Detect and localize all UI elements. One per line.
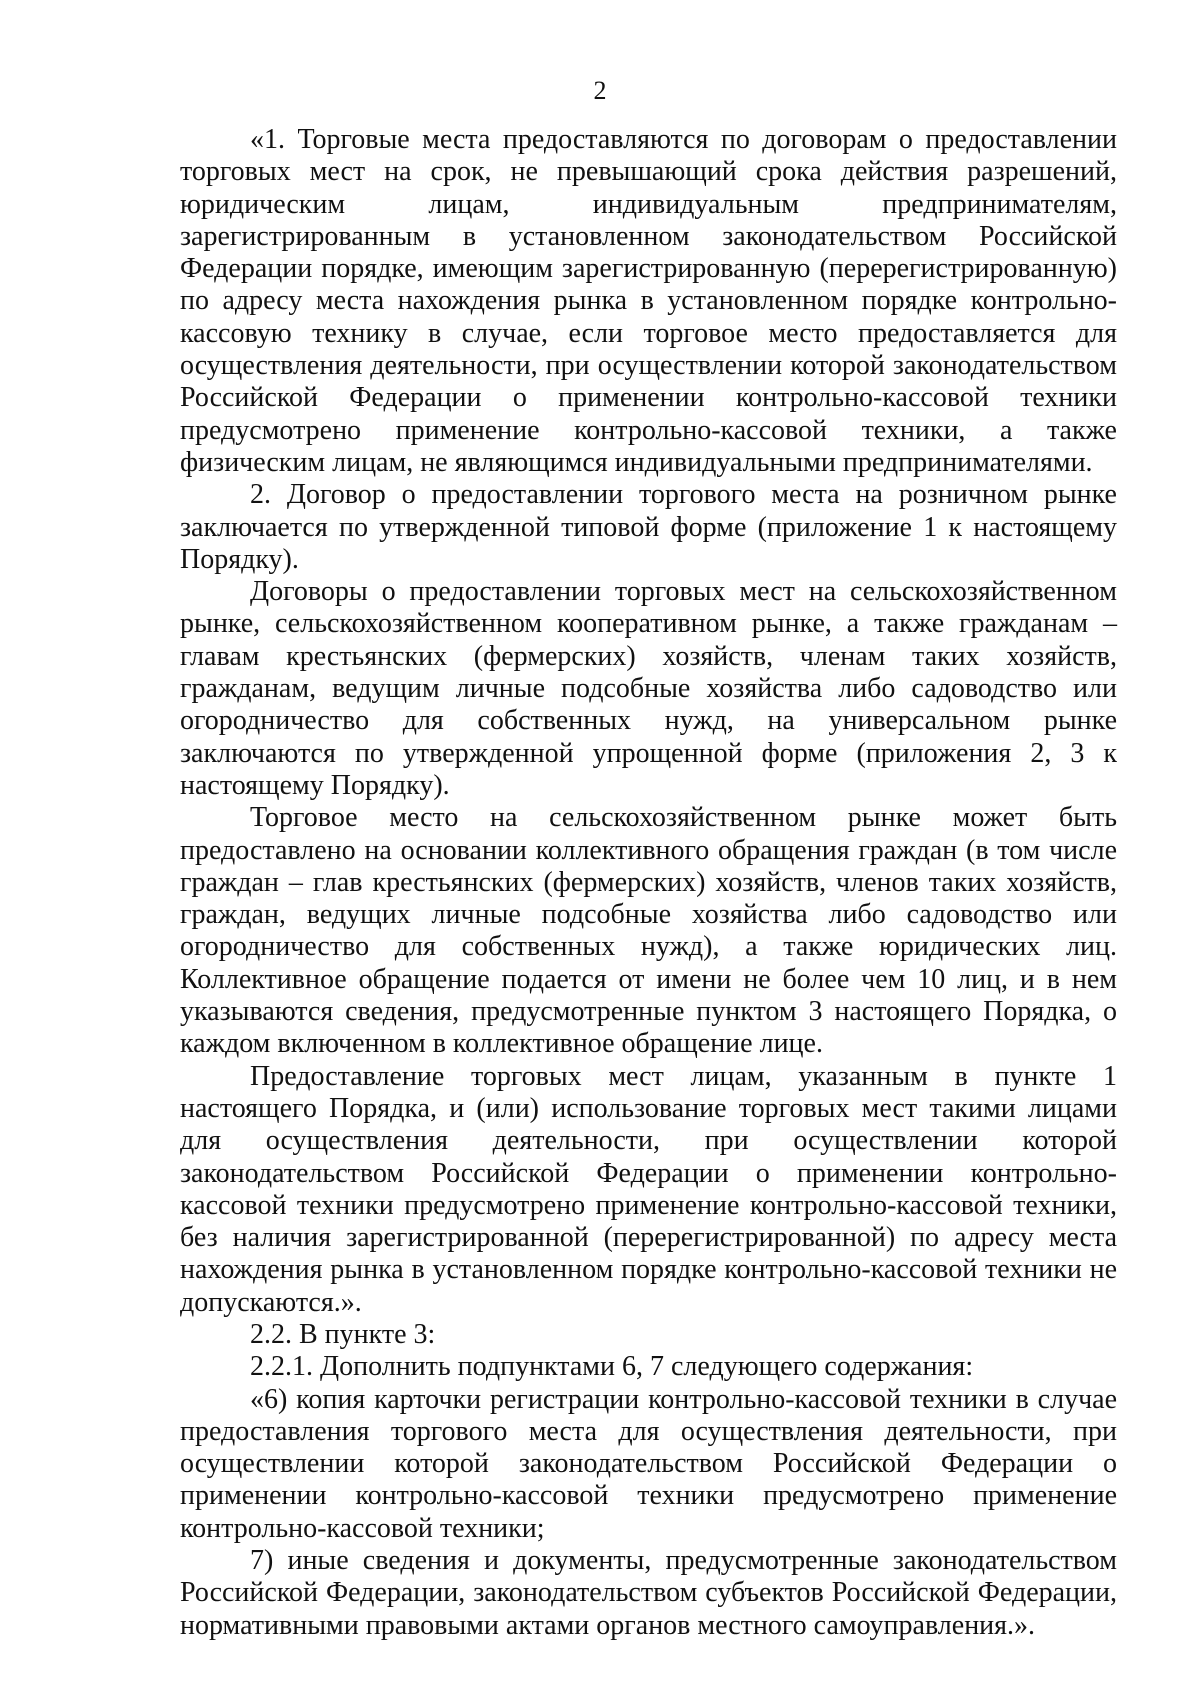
document-body (180, 124, 1117, 1642)
page-number: 2 (593, 76, 607, 105)
paragraph-provision-restriction: Предоставление торговых мест лицам, указанным в пункте 1 настоящего Порядка, и (или) использование торговых мест такими лицами для осуществления деятельности, при осуществлении которой законодательством Российской Федерации о применении контрольно-кассовой техники предусмотрено применение контрольно-кассовой техники, без наличия зарегистрированной (перерегистрированной) по адресу места нахождения рынка в установленном порядке контрольно-кассовой техники не допускаются.». (180, 1060, 1117, 1318)
paragraph-2-2: 2.2. В пункте 3: (250, 1318, 436, 1350)
paragraph-subitem-6: «6) копия карточки регистрации контрольно-кассовой техники в случае предоставления торгового места для осуществления деятельности, при осуществлении которой законодательством Российской Федерации о применении контрольно-кассовой техники предусмотрено применение контрольно-кассовой техники; (180, 1383, 1117, 1544)
paragraph-collective-application: Торговое место на сельскохозяйственном рынке может быть предоставлено на основании коллективного обращения граждан (в том числе граждан – глав крестьянских (фермерских) хозяйств, членов таких хозяйств, граждан, ведущих личные подсобные хозяйства либо садоводство или огородничество для собственных нужд), а также юридических лиц. Коллективное обращение подается от имени не более чем 10 лиц, и в нем указываются сведения, предусмотренные пунктом 3 настоящего Порядка, о каждом включенном в коллективное обращение лице. (180, 802, 1117, 1060)
paragraph-2-2-1: 2.2.1. Дополнить подпунктами 6, 7 следующего содержания: (250, 1351, 974, 1383)
paragraph-item-2: 2. Договор о предоставлении торгового места на розничном рынке заключается по утвержденной типовой форме (приложение 1 к настоящему Порядку). (180, 479, 1117, 575)
paragraph-subitem-7: 7) иные сведения и документы, предусмотренные законодательством Российской Федерации, законодательством субъектов Российской Федерации, нормативными правовыми актами органов местного самоуправления.». (180, 1545, 1117, 1641)
paragraph-contracts: Договоры о предоставлении торговых мест на сельскохозяйственном рынке, сельскохозяйственном кооперативном рынке, а также гражданам – главам крестьянских (фермерских) хозяйств, членам таких хозяйств, гражданам, ведущим личные подсобные хозяйства либо садоводство или огородничество для собственных нужд, на универсальном рынке заключаются по утвержденной упрощенной форме (приложения 2, 3 к настоящему Порядку). (180, 576, 1117, 801)
paragraph-item-1: «1. Торговые места предоставляются по договорам о предоставлении торговых мест на срок, не превышающий срока действия разрешений, юридическим лицам, индивидуальным предпринимателям, зарегистрированным в установленном законодательством Российской Федерации порядке, имеющим зарегистрированную (перерегистрированную) по адресу места нахождения рынка в установленном порядке контрольно-кассовую технику в случае, если торговое место предоставляется для осуществления деятельности, при осуществлении которой законодательством Российской Федерации о применении контрольно-кассовой техники предусмотрено применение контрольно-кассовой техники, а также физическим лицам, не являющимся индивидуальными предпринимателями. (180, 124, 1117, 478)
